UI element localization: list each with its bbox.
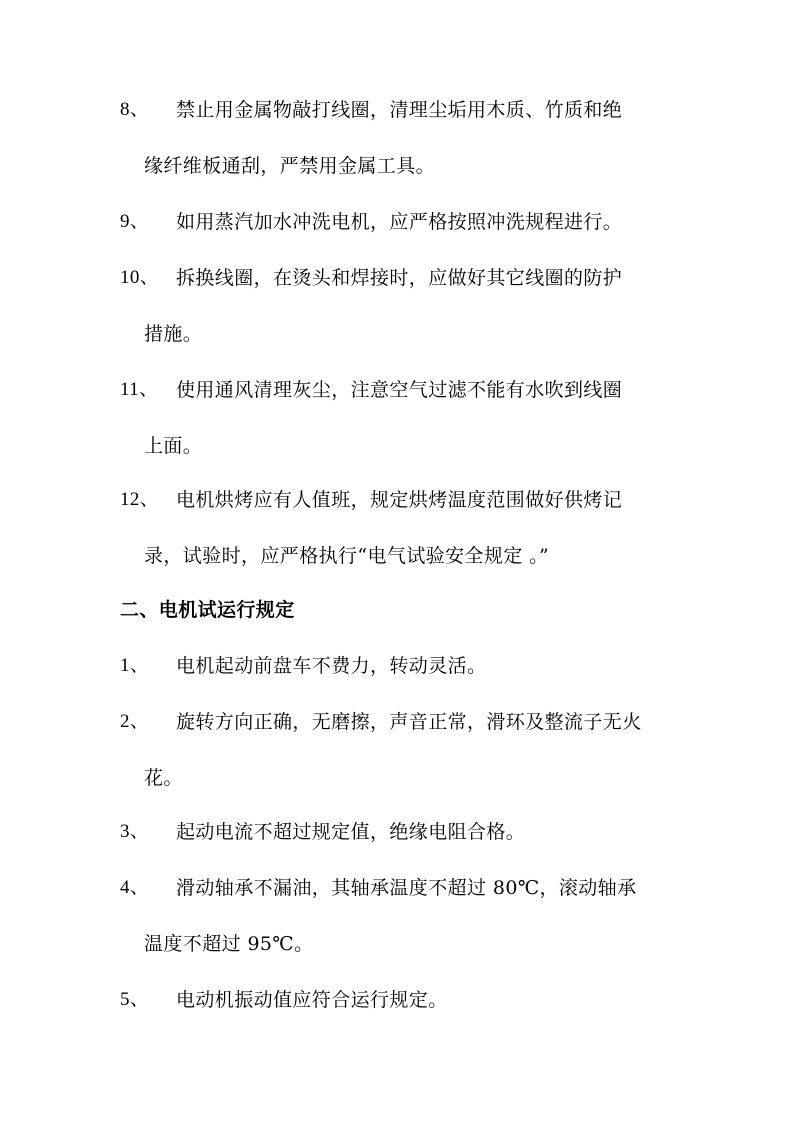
item-number: 3、: [120, 821, 150, 842]
item-text-line: 如用蒸汽加水冲洗电机，应严格按照冲洗规程进行。: [176, 211, 623, 233]
item-number: 9、: [120, 211, 150, 232]
item-text-line: 电机烘烤应有人值班，规定烘烤温度范围做好供烤记: [176, 489, 623, 511]
item-number: 10、: [120, 267, 160, 288]
item-text-line: 缘纤维板通刮，严禁用金属工具。: [144, 155, 436, 177]
section-heading: 二、电机试运行规定: [120, 599, 295, 621]
item-text-line: 使用通风清理灰尘，注意空气过滤不能有水吹到线圈: [176, 379, 623, 401]
item-number: 4、: [120, 877, 150, 898]
item-text-line: 电动机振动值应符合运行规定。: [176, 989, 448, 1011]
item-text-line: 滑动轴承不漏油，其轴承温度不超过 80℃，滚动轴承: [176, 877, 637, 899]
item-number: 12、: [120, 489, 160, 510]
item-text-line: 禁止用金属物敲打线圈，清理尘垢用木质、竹质和绝: [176, 99, 623, 121]
item-text-line: 旋转方向正确，无磨擦，声音正常，滑环及整流子无火: [176, 711, 642, 733]
item-number: 8、: [120, 99, 150, 120]
item-text-line: 录，试验时，应严格执行“电气试验安全规定 。”: [144, 545, 550, 567]
item-text-line: 起动电流不超过规定值，绝缘电阻合格。: [176, 821, 526, 843]
item-text-line: 花。: [144, 767, 183, 789]
item-text-line: 措施。: [144, 323, 203, 345]
item-number: 5、: [120, 989, 150, 1010]
item-text-line: 温度不超过 95℃。: [144, 933, 314, 955]
item-number: 1、: [120, 655, 150, 676]
item-text-line: 拆换线圈，在烫头和焊接时，应做好其它线圈的防护: [176, 267, 623, 289]
item-text-line: 电机起动前盘车不费力，转动灵活。: [176, 655, 487, 677]
item-text-line: 上面。: [144, 435, 203, 457]
item-number: 2、: [120, 711, 150, 732]
item-number: 11、: [120, 379, 159, 400]
